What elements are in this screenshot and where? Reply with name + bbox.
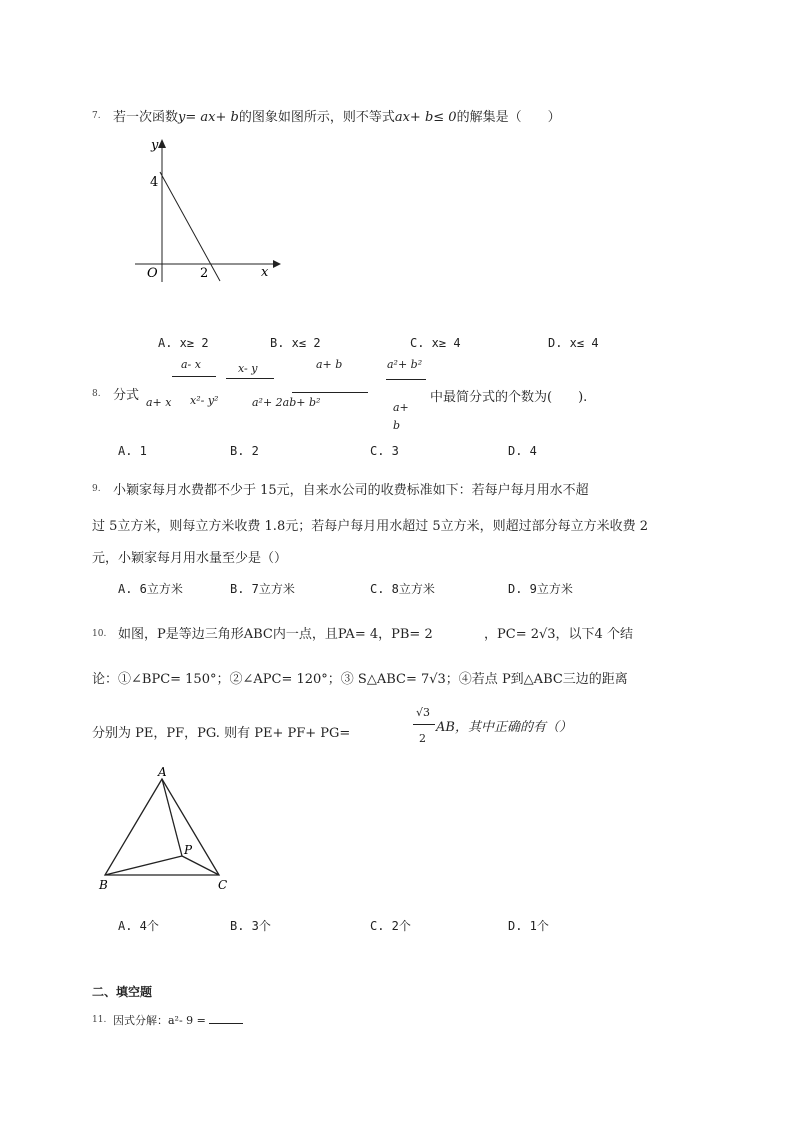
q8-frac1-numerator: a- x (181, 358, 201, 371)
vertex-b-label: B (99, 878, 108, 892)
y-axis-arrow-icon (158, 139, 166, 148)
q8-option-d[interactable]: D. 4 (508, 444, 537, 458)
q11-stem (113, 1011, 243, 1028)
q8-frac1-bar (172, 376, 216, 377)
q11-text: 因式分解：a²- 9 = (113, 1014, 206, 1027)
q7-option-c[interactable]: C. x≥ 4 (410, 336, 461, 350)
q8-lead: 分式 (113, 388, 140, 403)
q7-linear-graph (125, 134, 285, 284)
q7-number: 7. (92, 111, 101, 121)
q7-option-a[interactable]: A. x≥ 2 (158, 336, 209, 350)
q7-stem (113, 106, 561, 125)
q10-frac-numerator: √3 (416, 706, 431, 719)
q9-option-a[interactable]: A. 6立方米 (118, 582, 183, 596)
q8-frac4-denominator: a+ b (393, 401, 409, 432)
y-intercept-label: 4 (150, 175, 159, 190)
q8-tail: 中最简分式的个数为( ). (430, 390, 588, 405)
q9-line1: 小颖家每月水费都不少于 15元，自来水公司的收费标准如下：若每户每月用水不超 (113, 483, 589, 498)
q9-line3: 元，小颖家每月用水量至少是（） (92, 551, 288, 566)
q11-answer-blank[interactable] (209, 1011, 243, 1024)
q10-option-d[interactable]: D. 1个 (508, 919, 549, 933)
q8-frac2-denominator: x²- y² (190, 394, 219, 407)
q10-option-c[interactable]: C. 2个 (370, 919, 411, 933)
q10-frac-denominator: 2 (419, 732, 426, 745)
vertex-c-label: C (218, 878, 228, 892)
x-axis-arrow-icon (273, 260, 281, 268)
segment-pb (105, 856, 182, 875)
x-axis-label: x (261, 265, 269, 280)
function-line (160, 172, 220, 281)
point-p-label: P (184, 843, 193, 857)
q10-triangle-figure (95, 762, 245, 896)
q10-line3: 分别为 PE，PF，PG. 则有 PE+ PF+ PG= (92, 726, 351, 741)
q8-frac2-numerator: x- y (238, 362, 258, 375)
q10-line1: 如图，P是等边三角形ABC内一点，且PA= 4，PB= 2 (118, 627, 433, 642)
q8-option-a[interactable]: A. 1 (118, 444, 147, 458)
q10-line3b: AB，其中正确的有（） (436, 720, 572, 735)
q7-equation: y= ax+ b (178, 110, 239, 125)
q9-option-c[interactable]: C. 8立方米 (370, 582, 435, 596)
q7-inequality: ax+ b≤ 0 (394, 110, 457, 125)
q8-frac3-denominator: a²+ 2ab+ b² (252, 396, 321, 409)
q10-option-b[interactable]: B. 3个 (230, 919, 271, 933)
q10-option-a[interactable]: A. 4个 (118, 919, 159, 933)
q8-option-c[interactable]: C. 3 (370, 444, 399, 458)
q9-option-b[interactable]: B. 7立方米 (230, 582, 295, 596)
vertex-a-label: A (158, 765, 167, 779)
q8-frac4-numerator: a²+ b² (387, 358, 423, 371)
q8-frac4-bar (386, 379, 426, 380)
q7-text-b: 的图象如图所示，则不等式 (238, 110, 395, 125)
x-intercept-label: 2 (200, 266, 209, 281)
q7-option-b[interactable]: B. x≤ 2 (270, 336, 321, 350)
q7-text-c: 的解集是（ ） (456, 110, 561, 125)
q8-number: 8. (92, 389, 101, 399)
q9-option-d[interactable]: D. 9立方米 (508, 582, 573, 596)
q10-frac-bar (413, 724, 435, 725)
q8-frac3-bar (292, 392, 368, 393)
q11-number: 11. (92, 1015, 107, 1025)
q8-option-b[interactable]: B. 2 (230, 444, 259, 458)
section2-title: 二、填空题 (92, 985, 153, 999)
y-axis-label: y (151, 138, 159, 153)
q9-line2: 过 5立方米，则每立方米收费 1.8元；若每户每月用水超过 5立方米，则超过部分每立方米收费 2 (92, 519, 649, 534)
q10-line1b: ，PC= 2√3，以下4 个结 (484, 627, 633, 642)
q10-number: 10. (92, 629, 107, 639)
q9-number: 9. (92, 484, 101, 494)
q7-option-d[interactable]: D. x≤ 4 (548, 336, 599, 350)
q10-line2: 论：①∠BPC= 150°；②∠APC= 120°；③ S△ABC= 7√3；④若点 P到△ABC三边的距离 (92, 672, 628, 687)
q8-frac3-numerator: a+ b (316, 358, 343, 371)
q8-frac2-bar (226, 378, 274, 379)
segment-pa (162, 779, 182, 856)
q7-text-a: 若一次函数 (113, 110, 179, 125)
origin-label: O (147, 266, 158, 281)
q8-frac1-denominator: a+ x (146, 396, 172, 409)
